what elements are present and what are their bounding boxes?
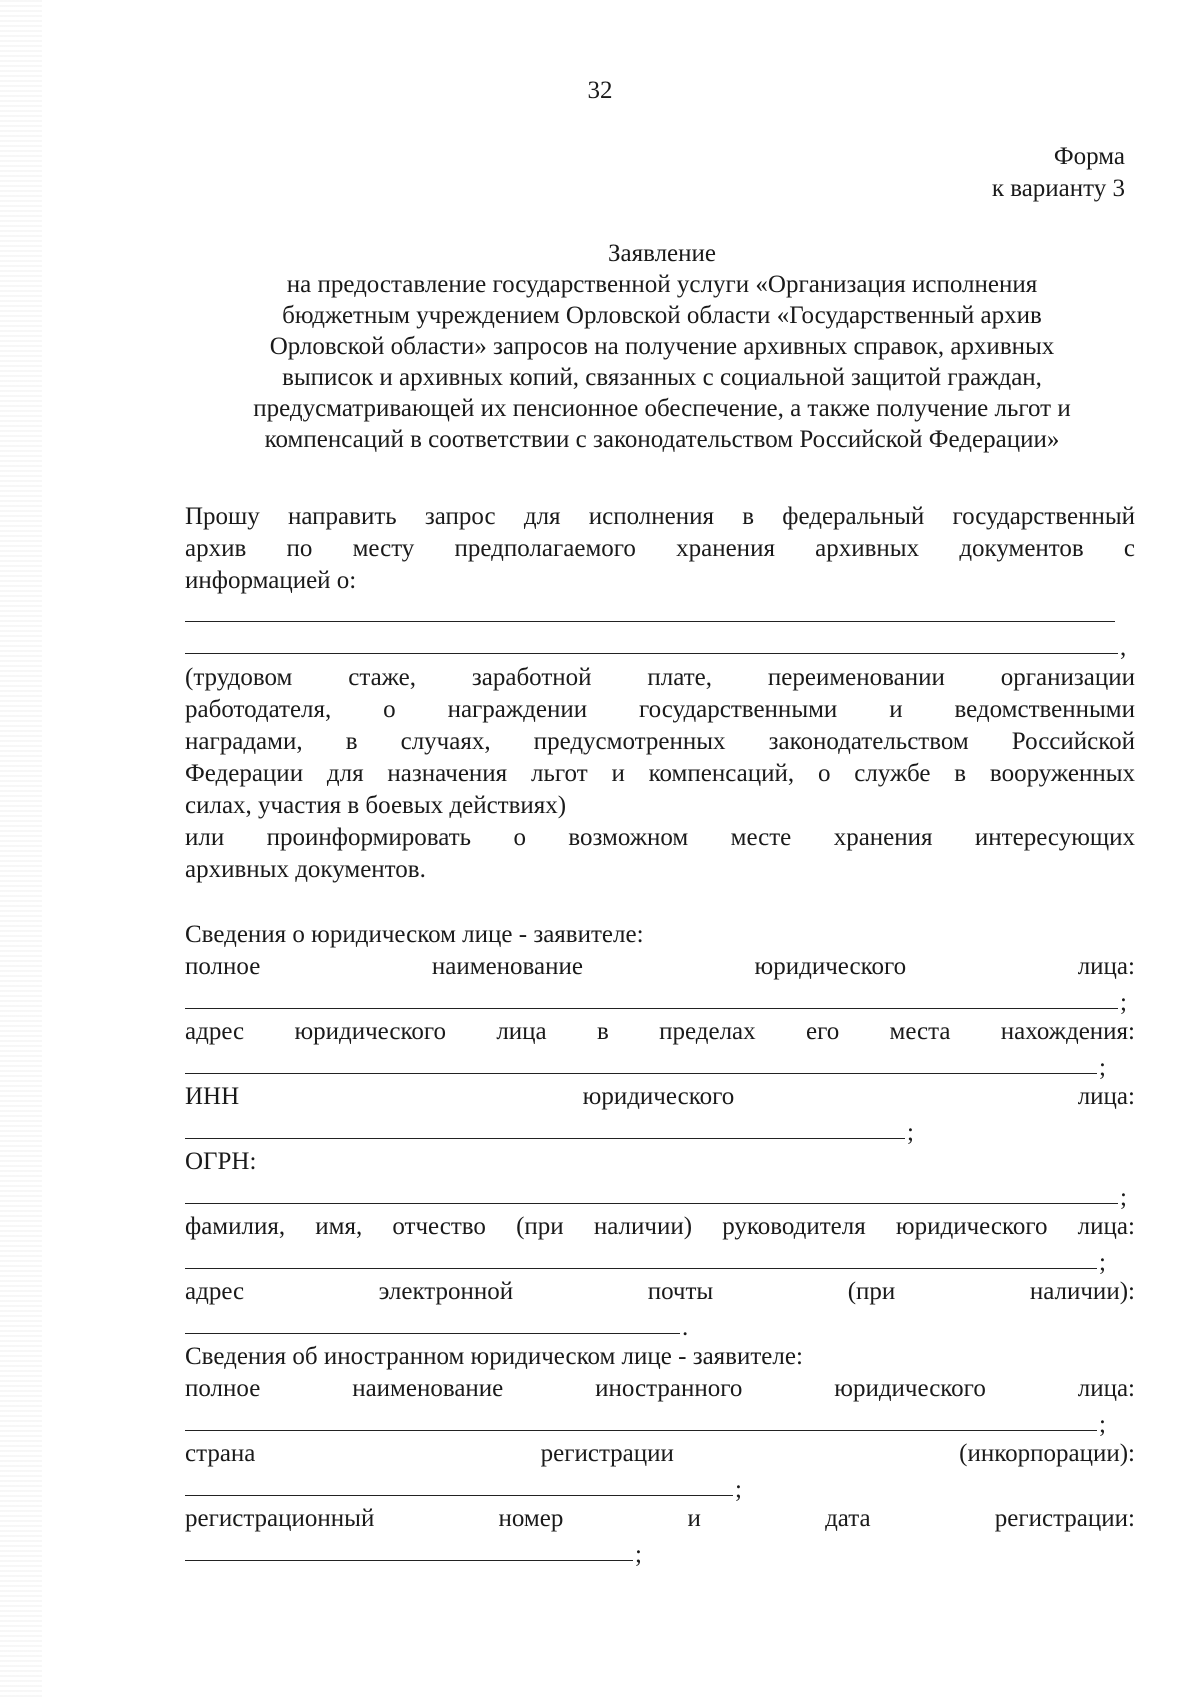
word: наименование (352, 1375, 504, 1402)
blank-rule (185, 1430, 1097, 1431)
legal-address-blank[interactable] (185, 1048, 1106, 1080)
word: руководителя (722, 1213, 866, 1240)
blank-rule (185, 621, 1115, 622)
word: (при (516, 1213, 564, 1240)
word: нахождения: (1000, 1018, 1135, 1045)
form-label (992, 141, 1125, 205)
word: наименование (431, 953, 583, 980)
word: лица (496, 1018, 547, 1045)
word: лица: (1077, 1083, 1135, 1110)
details-line: силах, участия в боевых действиях) (185, 792, 567, 819)
word: регистрационный (185, 1505, 375, 1532)
foreign-country-label (185, 1438, 1135, 1470)
word: адрес (185, 1278, 245, 1305)
title-line: предусматривающей их пенсионное обеспечение, а также получение льгот и (253, 395, 1071, 422)
details-line: или проинформировать о возможном месте хранения интересующих (185, 824, 1135, 851)
page-number: 32 (587, 77, 613, 104)
word: имя, (315, 1213, 363, 1240)
legal-ogrn-blank[interactable] (185, 1178, 1127, 1210)
form-label-line2: к варианту 3 (991, 175, 1125, 202)
word: юридического (834, 1375, 986, 1402)
legal-inn-label (185, 1081, 1135, 1113)
foreign-full-name-blank[interactable] (185, 1405, 1106, 1437)
details-line: (трудовом стаже, заработной плате, переименовании организации (185, 664, 1135, 691)
word: полное (185, 953, 261, 980)
legal-entity-heading: Сведения о юридическом лице - заявителе: (185, 921, 644, 948)
blank-rule (185, 1008, 1118, 1009)
word: отчество (392, 1213, 486, 1240)
semicolon: ; (1099, 1054, 1106, 1081)
semicolon: ; (1099, 1411, 1106, 1438)
word: (инкорпорации): (959, 1440, 1135, 1467)
blank-rule (185, 1138, 905, 1139)
legal-head-name-label (185, 1211, 1135, 1243)
comma: , (1120, 634, 1127, 661)
semicolon: ; (1120, 1184, 1127, 1211)
word: регистрации (540, 1440, 674, 1467)
word: юридического (754, 953, 907, 980)
word: электронной (378, 1278, 514, 1305)
period: . (682, 1314, 689, 1341)
word: наличии): (1029, 1278, 1135, 1305)
blank-rule (185, 653, 1118, 654)
details-line: архивных документов. (185, 856, 426, 883)
details-paragraph (185, 662, 1135, 886)
blank-rule (185, 1495, 733, 1496)
legal-ogrn-label: ОГРН: (185, 1148, 257, 1175)
legal-email-label (185, 1276, 1135, 1308)
form-label-line1: Форма (1053, 143, 1125, 170)
legal-head-name-blank[interactable] (185, 1243, 1106, 1275)
word: и (687, 1505, 701, 1532)
info-blank-line-1[interactable] (185, 596, 1115, 628)
word: лица: (1077, 1213, 1135, 1240)
word: (при (847, 1278, 896, 1305)
semicolon: ; (1120, 989, 1127, 1016)
request-line: Прошу направить запрос для исполнения в федеральный государственный (185, 503, 1135, 530)
blank-rule (185, 1073, 1097, 1074)
details-line: Федерации для назначения льгот и компенсаций, о службе в вооруженных (185, 760, 1135, 787)
word: страна (185, 1440, 256, 1467)
info-blank-line-2[interactable] (185, 628, 1126, 660)
title-line: выписок и архивных копий, связанных с социальной защитой граждан, (282, 364, 1042, 391)
word: пределах (659, 1018, 756, 1045)
blank-rule (185, 1268, 1097, 1269)
blank-rule (185, 1203, 1118, 1204)
foreign-reg-label (185, 1503, 1135, 1535)
word: лица: (1077, 1375, 1135, 1402)
word: юридического (294, 1018, 447, 1045)
foreign-entity-heading: Сведения об иностранном юридическом лице - заявителе: (185, 1343, 803, 1370)
title-line: Орловской области» запросов на получение архивных справок, архивных (269, 333, 1055, 360)
word: номер (498, 1505, 564, 1532)
word: места (889, 1018, 951, 1045)
word: регистрации: (994, 1505, 1135, 1532)
word: полное (185, 1375, 261, 1402)
semicolon: ; (735, 1476, 742, 1503)
word: фамилия, (185, 1213, 286, 1240)
word: дата (825, 1505, 871, 1532)
foreign-reg-blank[interactable] (185, 1535, 642, 1567)
title-line: на предоставление государственной услуги «Организация исполнения (286, 271, 1038, 298)
semicolon: ; (907, 1119, 914, 1146)
request-line: архив по месту предполагаемого хранения архивных документов с (185, 535, 1135, 562)
word: в (596, 1018, 609, 1045)
request-line: информацией о: (185, 567, 357, 594)
word: адрес (185, 1018, 245, 1045)
foreign-full-name-label (185, 1373, 1135, 1405)
details-line: наградами, в случаях, предусмотренных законодательством Российской (185, 728, 1135, 755)
semicolon: ; (1099, 1249, 1106, 1276)
word: иностранного (595, 1375, 743, 1402)
application-title (182, 238, 1142, 455)
word: ИНН (185, 1083, 240, 1110)
foreign-country-blank[interactable] (185, 1470, 742, 1502)
word: юридического (895, 1213, 1048, 1240)
word: наличии) (593, 1213, 693, 1240)
word: почты (647, 1278, 714, 1305)
blank-rule (185, 1560, 633, 1561)
title-heading: Заявление (607, 240, 717, 267)
details-line: работодателя, о награждении государственными и ведомственными (185, 696, 1135, 723)
legal-full-name-blank[interactable] (185, 983, 1127, 1015)
legal-full-name-label (185, 951, 1135, 983)
title-line: компенсаций в соответствии с законодательством Российской Федерации» (264, 426, 1060, 453)
request-paragraph (185, 501, 1135, 597)
scan-edge-noise (0, 0, 42, 1697)
blank-rule (185, 1333, 680, 1334)
legal-address-label (185, 1016, 1135, 1048)
title-line: бюджетным учреждением Орловской области «Государственный архив (282, 302, 1042, 329)
legal-email-blank[interactable] (185, 1308, 688, 1340)
semicolon: ; (635, 1541, 642, 1568)
word: юридического (582, 1083, 735, 1110)
word: лица: (1077, 953, 1135, 980)
legal-inn-blank[interactable] (185, 1113, 914, 1145)
word: его (805, 1018, 840, 1045)
